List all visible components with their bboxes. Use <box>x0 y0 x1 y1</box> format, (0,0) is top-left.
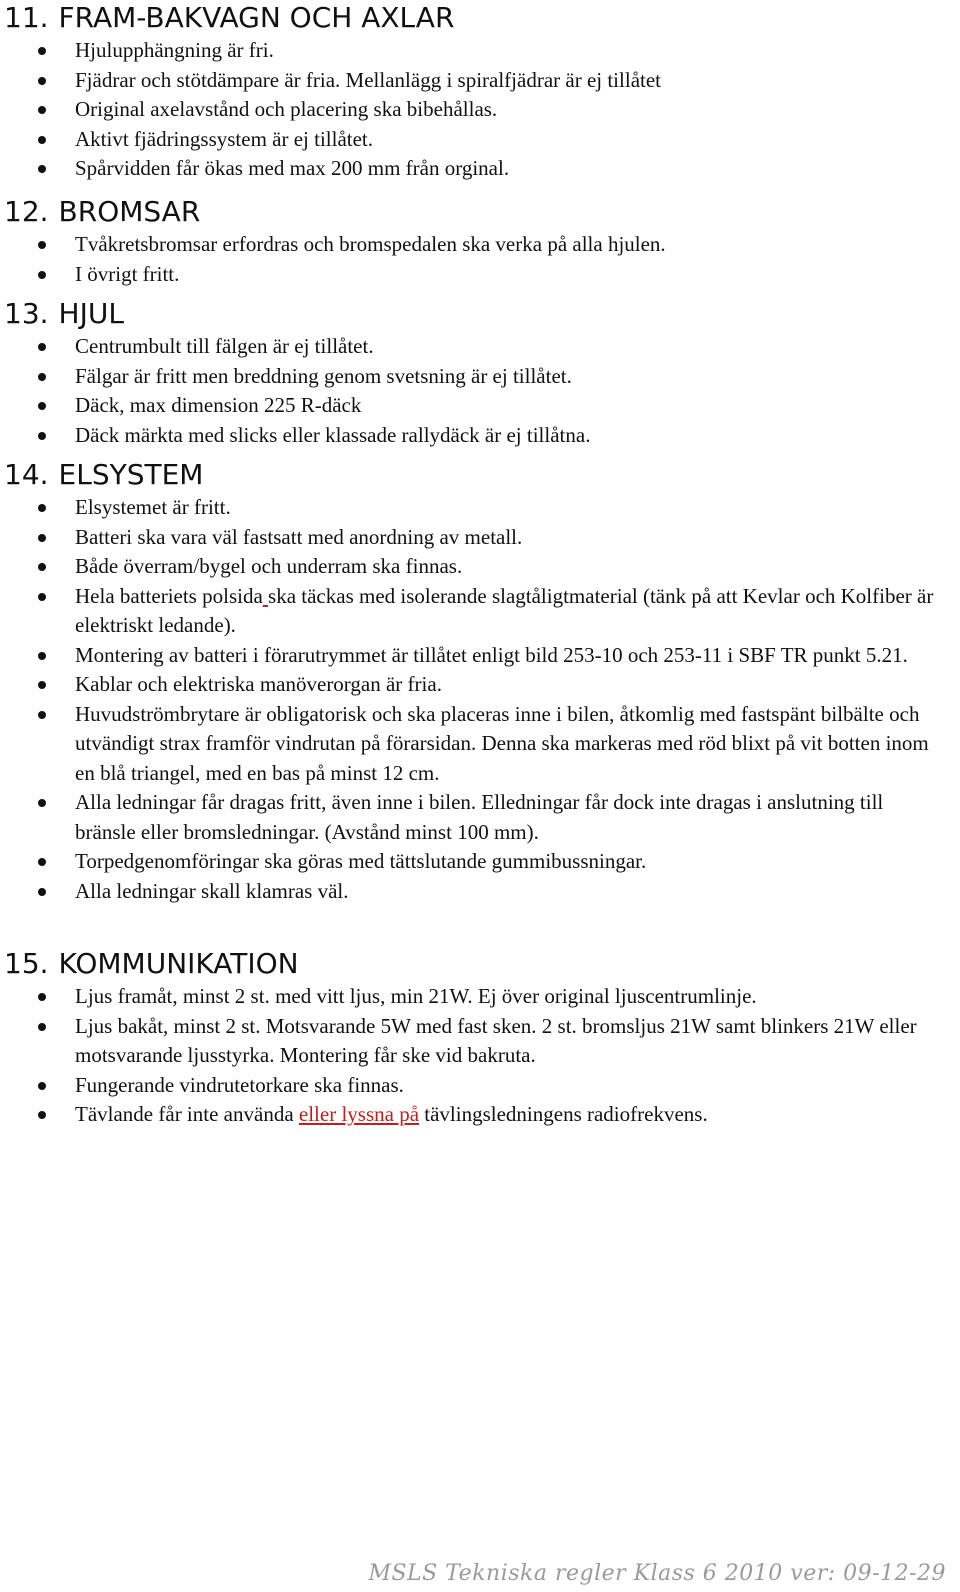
section-fram-bakvagn <box>0 0 945 184</box>
section-number: 13. <box>4 297 49 330</box>
bullet-icon <box>38 402 46 410</box>
section-kommunikation <box>0 946 945 1130</box>
section-title: ELSYSTEM <box>58 458 204 491</box>
item-text: Huvudströmbrytare är obligatorisk och ska placeras inne i bilen, åtkomlig med fastspänt bilbälte och utvändigt strax framför vindrutan på förarsidan. Denna ska markeras med röd blixt på vit botten inom en blå triangel, med en bas på minst 12 cm. <box>75 701 929 785</box>
list-item <box>0 125 945 155</box>
list-item <box>0 362 945 392</box>
section-hjul <box>0 296 945 450</box>
list-item <box>0 847 945 877</box>
bullet-list <box>0 493 945 906</box>
bullet-icon <box>38 993 46 1001</box>
section-heading <box>0 457 945 493</box>
item-text: Spårvidden får ökas med max 200 mm från orginal. <box>75 156 510 180</box>
section-heading <box>0 0 945 36</box>
item-text: ska täckas med isolerande slagtåligtmaterial (tänk på att Kevlar och Kolfiber är elektriskt ledande). <box>75 583 934 637</box>
item-text: Fälgar är fritt men breddning genom svetsning är ej tillåtet. <box>75 363 572 388</box>
list-item <box>0 877 945 907</box>
bullet-icon <box>38 271 46 279</box>
item-text: Tvåkretsbromsar erfordras och bromspedalen ska verka på alla hjulen. <box>75 232 666 256</box>
section-number: 12. <box>4 195 49 228</box>
page-footer: MSLS Tekniska regler Klass 6 2010 ver: 09-12-29 <box>368 1561 946 1586</box>
bullet-icon <box>38 858 46 866</box>
bullet-icon <box>38 343 46 351</box>
bullet-icon <box>38 711 46 719</box>
list-item <box>0 788 945 847</box>
bullet-icon <box>38 1023 46 1031</box>
section-number: 11. <box>4 1 49 34</box>
list-item <box>0 332 945 362</box>
section-title: BROMSAR <box>58 195 201 228</box>
bullet-icon <box>38 373 46 381</box>
bullet-icon <box>38 165 46 173</box>
bullet-icon <box>38 77 46 85</box>
list-item <box>0 230 945 260</box>
list-item <box>0 1012 945 1071</box>
bullet-icon <box>38 534 46 542</box>
item-text: Fjädrar och stötdämpare är fria. Mellanlägg i spiralfjädrar är ej tillåtet <box>75 67 662 92</box>
item-text: Torpedgenomföringar ska göras med tättslutande gummibussningar. <box>75 849 647 873</box>
item-text: I övrigt fritt. <box>75 261 180 286</box>
item-text: tävlingsledningens radiofrekvens. <box>419 1102 708 1126</box>
list-item <box>0 700 945 789</box>
item-text: Både överram/bygel och underram ska finnas. <box>75 554 463 578</box>
item-text: Original axelavstånd och placering ska bibehållas. <box>75 97 498 121</box>
bullet-icon <box>38 106 46 114</box>
bullet-list <box>0 982 945 1130</box>
section-elsystem <box>0 457 945 906</box>
list-item <box>0 1100 945 1130</box>
item-text: Fungerande vindrutetorkare ska finnas. <box>75 1072 404 1097</box>
bullet-icon <box>38 593 46 601</box>
item-text: Centrumbult till fälgen är ej tillåtet. <box>75 334 374 358</box>
section-title: KOMMUNIKATION <box>58 947 299 980</box>
section-number: 15. <box>4 947 49 980</box>
list-item <box>0 641 945 671</box>
list-item <box>0 523 945 553</box>
list-item <box>0 36 945 66</box>
bullet-icon <box>38 504 46 512</box>
item-text: Hjulupphängning är fri. <box>75 38 274 62</box>
list-item <box>0 552 945 582</box>
section-title: HJUL <box>58 297 124 330</box>
bullet-list <box>0 332 945 450</box>
bullet-icon <box>38 1082 46 1090</box>
section-title: FRAM-BAKVAGN OCH AXLAR <box>58 1 455 34</box>
list-item <box>0 493 945 523</box>
section-bromsar <box>0 194 945 289</box>
bullet-icon <box>38 241 46 249</box>
section-number: 14. <box>4 458 49 491</box>
list-item <box>0 66 945 96</box>
bullet-icon <box>38 47 46 55</box>
bullet-icon <box>38 652 46 660</box>
item-text: Ljus bakåt, minst 2 st. Motsvarande 5W med fast sken. 2 st. bromsljus 21W samt blinkers 21W eller motsvarande ljusstyrka. Montering får ske vid bakruta. <box>75 1013 917 1067</box>
list-item <box>0 1071 945 1101</box>
bullet-icon <box>38 1111 46 1119</box>
list-item <box>0 421 945 451</box>
list-item <box>0 670 945 700</box>
item-text: Däck märkta med slicks eller klassade rallydäck är ej tillåtna. <box>75 422 591 447</box>
item-text: Montering av batteri i förarutrymmet är tillåtet enligt bild 253-10 och 253-11 i SBF TR punkt 5.21. <box>75 642 908 667</box>
item-text: Aktivt fjädringssystem är ej tillåtet. <box>75 126 374 151</box>
list-item <box>0 582 945 641</box>
item-text: Ljus framåt, minst 2 st. med vitt ljus, min 21W. Ej över original ljuscentrumlinje. <box>75 984 757 1008</box>
item-text: Tävlande får inte använda <box>75 1102 299 1126</box>
list-item <box>0 95 945 125</box>
bullet-icon <box>38 563 46 571</box>
item-text: Däck, max dimension 225 R-däck <box>75 393 362 417</box>
list-item <box>0 982 945 1012</box>
bullet-icon <box>38 799 46 807</box>
revision-link[interactable]: eller lyssna på <box>298 1102 420 1126</box>
item-text: Elsystemet är fritt. <box>75 495 231 519</box>
section-heading <box>0 946 945 982</box>
list-item <box>0 154 945 184</box>
item-text: Alla ledningar skall klamras väl. <box>75 878 349 903</box>
list-item <box>0 391 945 421</box>
item-text: Batteri ska vara väl fastsatt med anordning av metall. <box>75 524 523 549</box>
section-heading <box>0 296 945 332</box>
item-text: Hela batteriets polsida <box>75 583 263 608</box>
bullet-list <box>0 36 945 184</box>
bullet-icon <box>38 432 46 440</box>
bullet-icon <box>38 888 46 896</box>
bullet-list <box>0 230 945 289</box>
list-item <box>0 260 945 290</box>
section-heading <box>0 194 945 230</box>
bullet-icon <box>38 136 46 144</box>
item-text: Alla ledningar får dragas fritt, även inne i bilen. Elledningar får dock inte dragas i anslutning till bränsle eller bromsledningar. (Avstånd minst 100 mm). <box>75 790 884 844</box>
item-text: Kablar och elektriska manöverorgan är fria. <box>75 672 442 696</box>
bullet-icon <box>38 681 46 689</box>
